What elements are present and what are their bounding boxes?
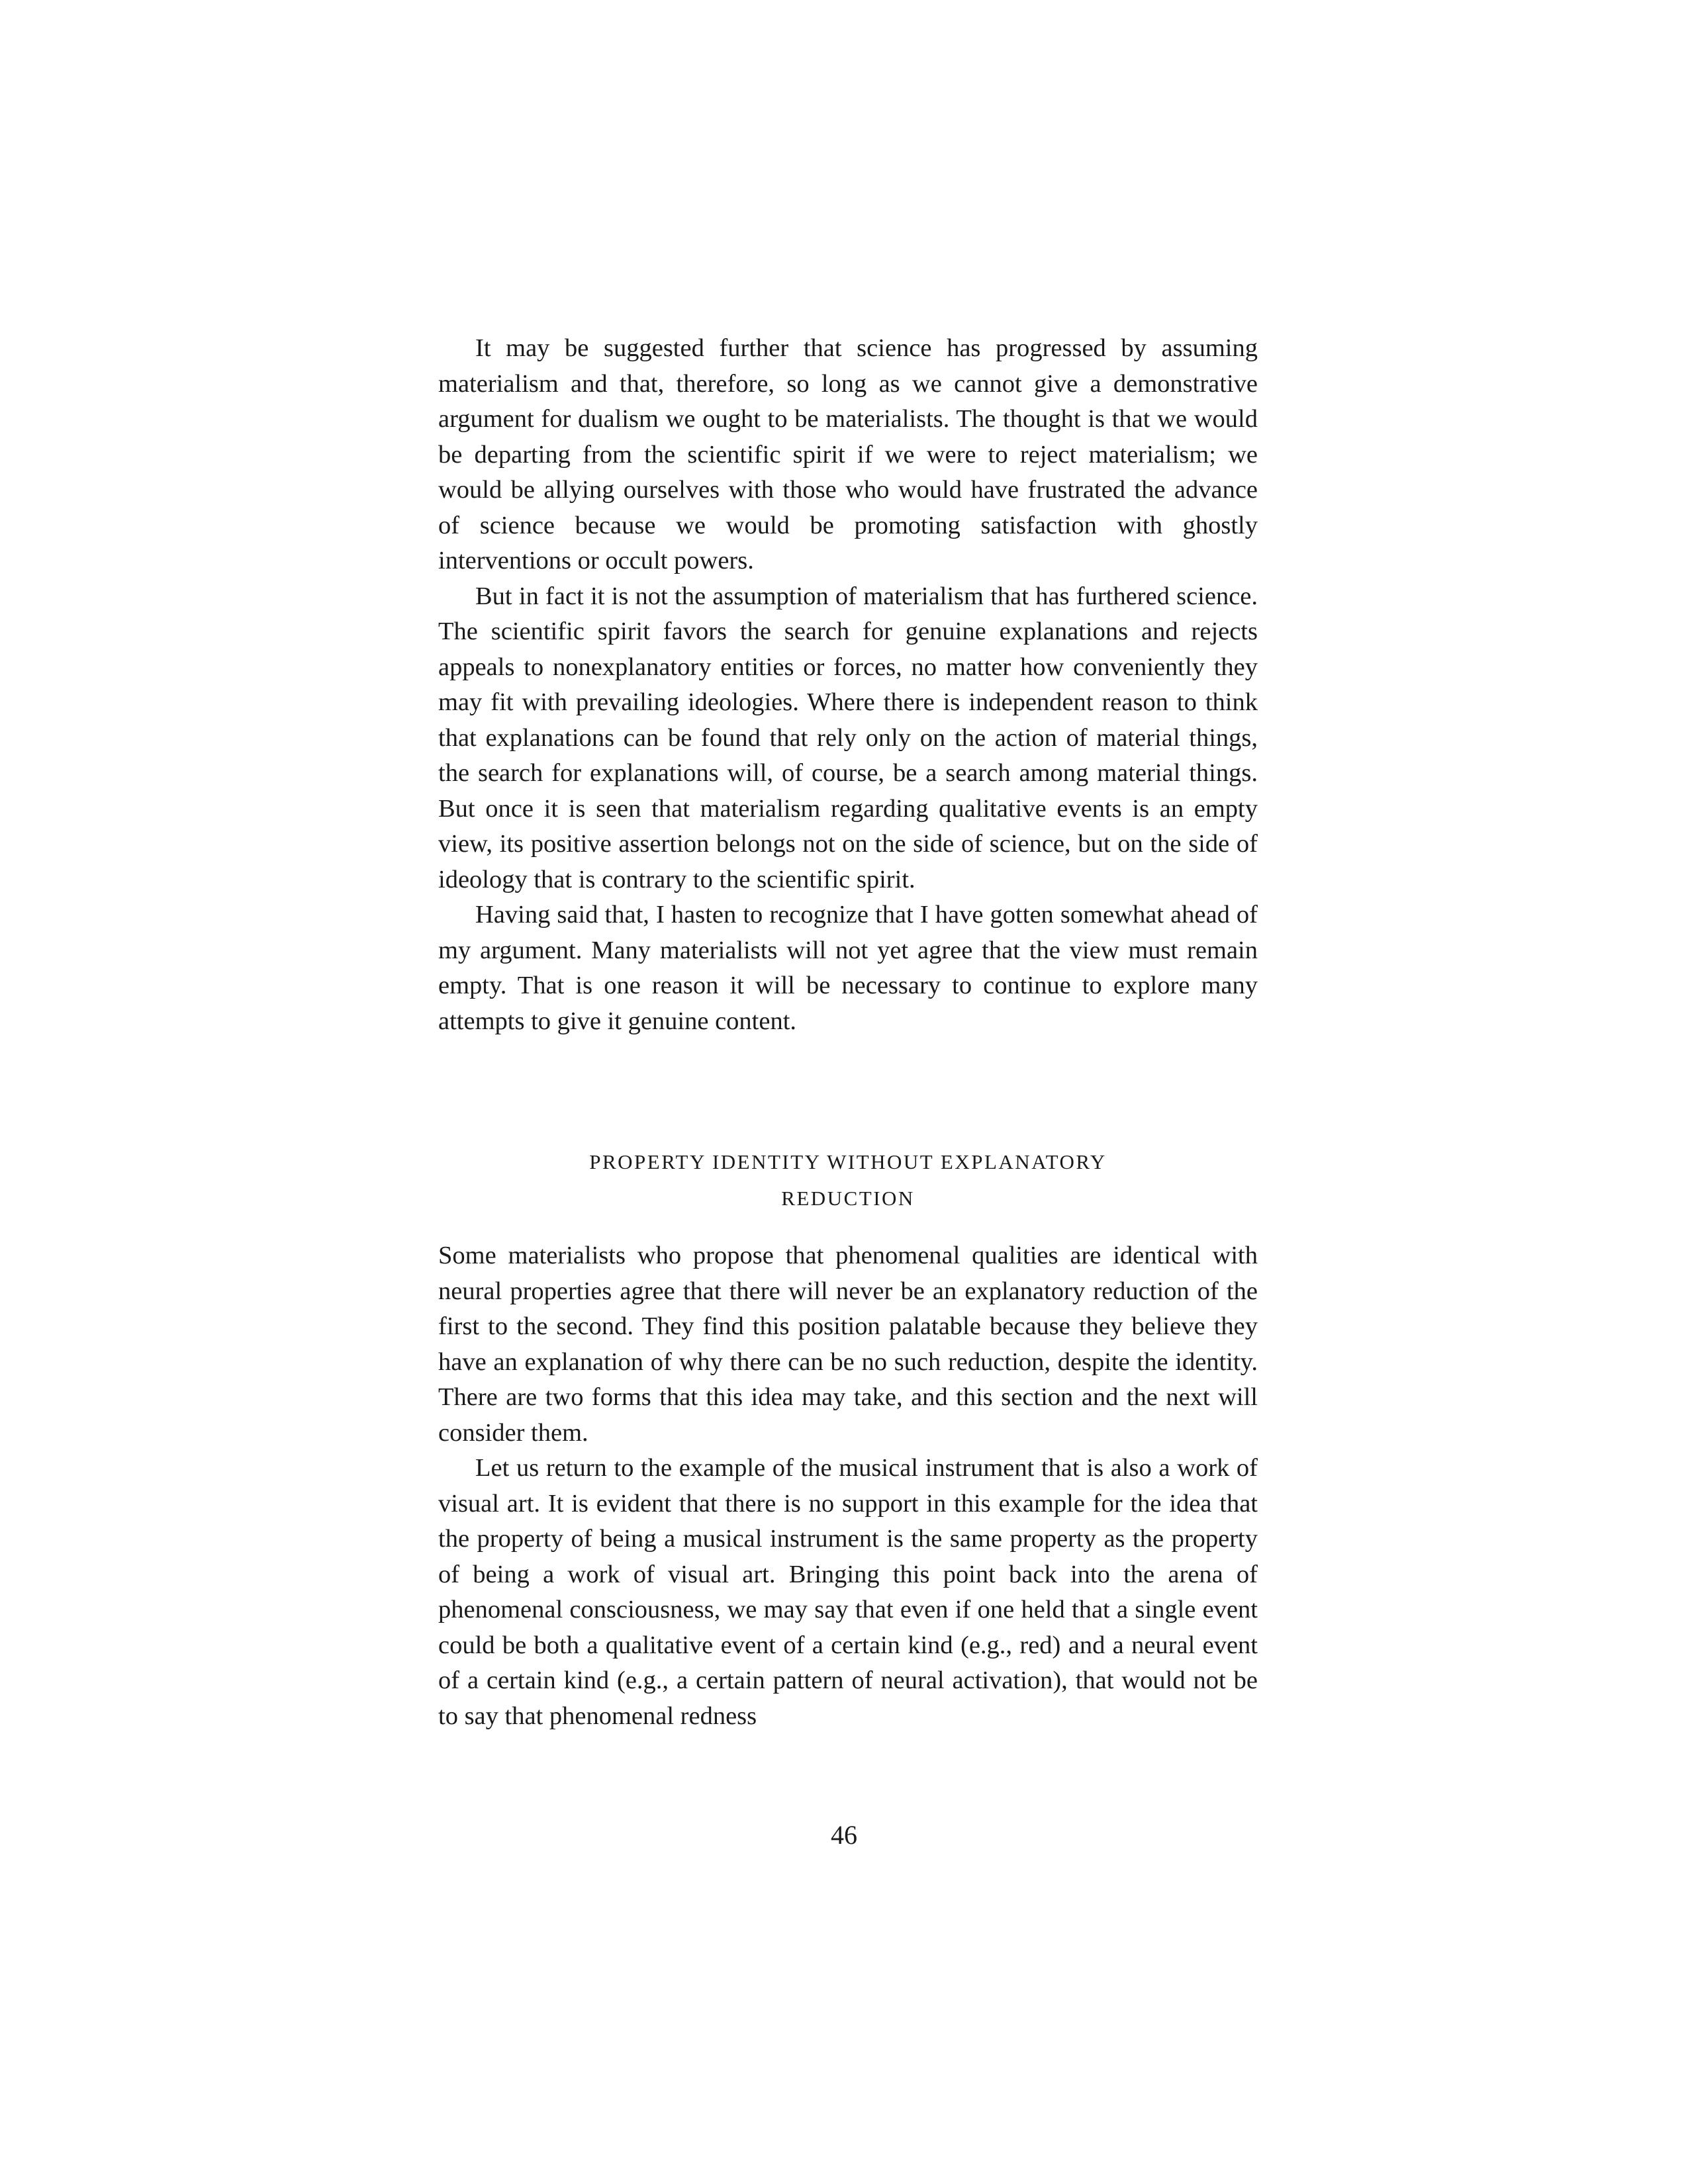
- section-heading: [438, 1144, 1258, 1216]
- paragraph-science-progress: It may be suggested further that science has progressed by assuming materialism and that, therefore, so long as we cannot give a demonstrative argument for dualism we ought to be materialists. The thought is that we would be departing from the scientific spirit if we were to reject materialism; we would be allying ourselves with those who would have frustrated the advance of science because we would be promoting satisfaction with ghostly interventions or occult powers.: [438, 334, 1258, 574]
- section-heading-line-2: REDUCTION: [781, 1187, 915, 1210]
- text-column: [438, 331, 1258, 1734]
- section-heading-line-1: PROPERTY IDENTITY WITHOUT EXPLANATORY: [589, 1150, 1107, 1173]
- page-number: 46: [831, 1820, 857, 1850]
- paragraph-scientific-spirit: But in fact it is not the assumption of materialism that has furthered science. The scientific spirit favors the search for genuine explanations and rejects appeals to nonexplanatory entities or forces, no matter how conveniently they may fit with prevailing ideologies. Where there is independent reason to think that explanations can be found that rely only on the action of material things, the search for explanations will, of course, be a search among material things. But once it is seen that materialism regarding qualitative events is an empty view, its positive assertion belongs not on the side of science, but on the side of ideology that is contrary to the scientific spirit.: [438, 582, 1258, 893]
- paragraph-hasten-to-recognize: Having said that, I hasten to recognize that I have gotten somewhat ahead of my argument. Many materialists will not yet agree that the view must remain empty. That is one reason it will be necessary to continue to explore many attempts to give it genuine content.: [438, 901, 1258, 1035]
- paragraph-musical-instrument: Let us return to the example of the musical instrument that is also a work of visual art. It is evident that there is no support in this example for the idea that the property of being a musical instrument is the same property as the property of being a work of visual art. Bringing this point back into the arena of phenomenal consciousness, we may say that even if one held that a single event could be both a qualitative event of a certain kind (e.g., red) and a neural event of a certain kind (e.g., a certain pattern of neural activation), that would not be to say that phenomenal redness: [438, 1454, 1258, 1730]
- paragraph-property-identity: Some materialists who propose that phenomenal qualities are identical with neural properties agree that there will never be an explanatory reduction of the first to the second. They find this position palatable because they believe they have an explanation of why there can be no such reduction, despite the identity. There are two forms that this idea may take, and this section and the next will consider them.: [438, 1242, 1258, 1447]
